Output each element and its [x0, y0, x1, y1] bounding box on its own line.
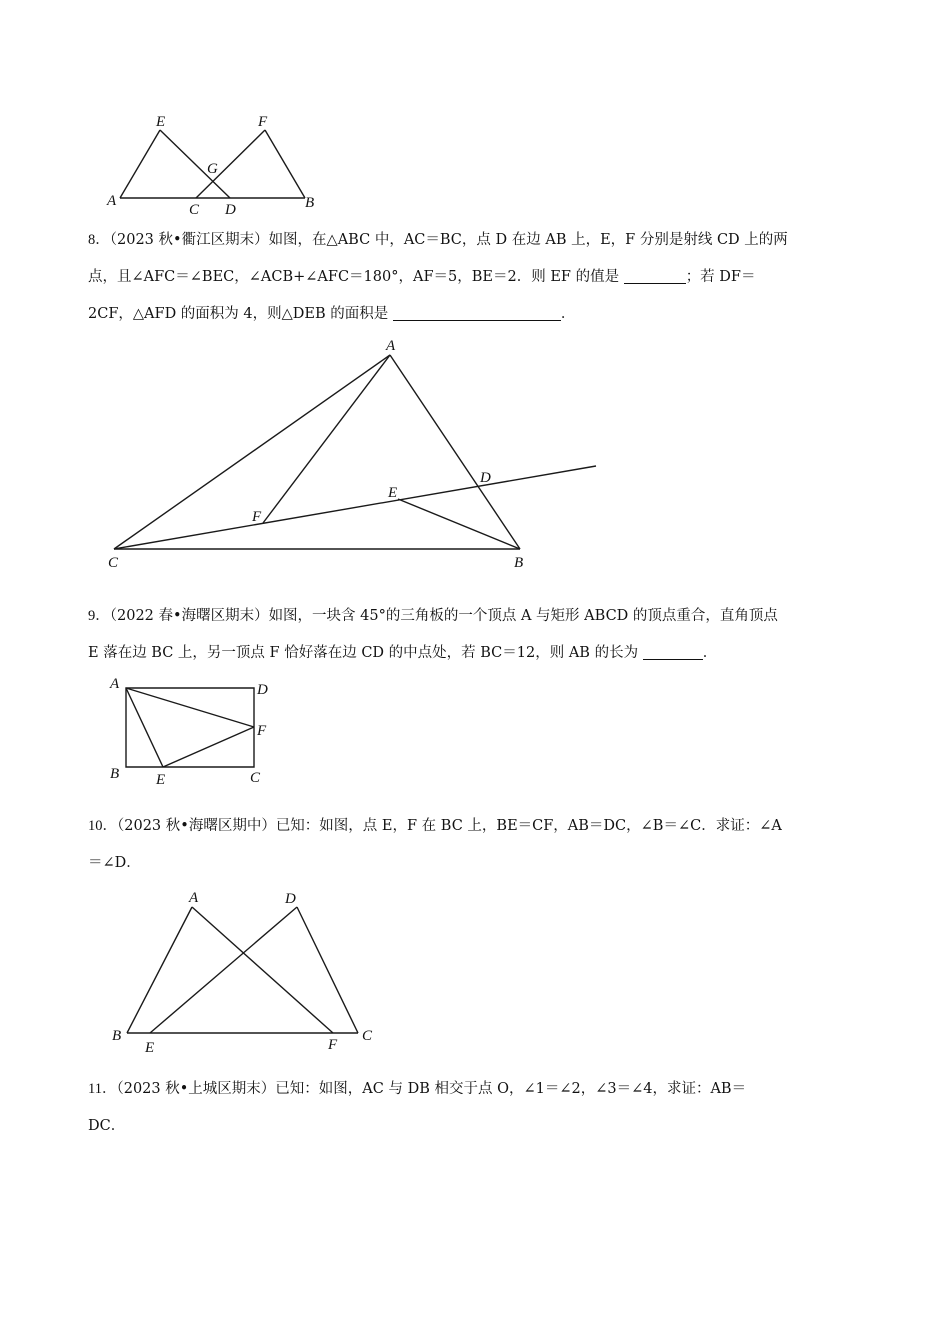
figure-9-svg	[100, 672, 280, 788]
label-A: A	[386, 338, 396, 354]
label-B: B	[110, 766, 120, 782]
label-A: A	[107, 193, 117, 209]
label-E: E	[145, 1040, 155, 1056]
problem-9-text-line2: E 落在边 BC 上，另一顶点 F 恰好落在边 CD 的中点处，若 BC＝12，则 AB 的长为	[88, 645, 639, 661]
label-F: F	[257, 723, 267, 739]
segment-DC	[297, 907, 358, 1033]
problem-11	[88, 1071, 866, 1145]
answer-blank-ab[interactable]	[643, 643, 703, 660]
label-F: F	[328, 1037, 338, 1053]
problem-10-source: （2023 秋•海曙区期中）	[117, 818, 276, 834]
label-B: B	[112, 1028, 122, 1044]
problem-11-source: （2023 秋•上城区期末）	[116, 1081, 276, 1097]
problem-9-text-line1: 如图，一块含 45°的三角板的一个顶点 A 与矩形 ABCD 的顶点重合，直角顶点	[268, 608, 778, 624]
problem-8	[88, 222, 866, 333]
segment-EB	[398, 499, 520, 549]
problem-10-text-line2: ＝∠D．	[88, 855, 141, 871]
problem-8-text-line2-tail: ；若 DF＝	[685, 269, 756, 285]
label-C: C	[250, 770, 261, 786]
segment-AF	[126, 688, 254, 727]
label-F: F	[258, 114, 268, 130]
problem-11-number: 11．	[88, 1081, 117, 1097]
problem-8-text-line3: 2CF，△AFD 的面积为 4，则△DEB 的面积是	[88, 306, 389, 322]
problem-8-text-line1: 如图，在△ABC 中，AC＝BC，点 D 在边 AB 上，E，F 分别是射线 CD 上的两	[268, 232, 788, 248]
label-B: B	[305, 195, 315, 211]
problem-10-text-line1: 已知：如图，点 E，F 在 BC 上，BE＝CF，AB＝DC，∠B＝∠C．求证：∠A	[275, 818, 782, 834]
problem-8-source: （2023 秋•衢江区期末）	[109, 232, 269, 248]
label-C: C	[108, 555, 119, 571]
segment-FB	[265, 130, 305, 198]
problem-8-number: 8．	[88, 232, 110, 248]
label-G: G	[207, 161, 218, 177]
label-D: D	[257, 682, 268, 698]
segment-ED	[160, 130, 230, 198]
problem-9	[88, 598, 866, 672]
segment-EF	[163, 727, 254, 767]
segment-AF	[263, 355, 390, 523]
segment-AF	[192, 907, 333, 1033]
label-B: B	[514, 555, 524, 571]
segment-ED	[150, 907, 297, 1033]
problem-8-text-line2: 点，且∠AFC＝∠BEC，∠ACB+∠AFC＝180°，AF＝5，BE＝2．则 EF 的值是	[88, 269, 620, 285]
label-C: C	[189, 202, 200, 218]
problem-10	[88, 808, 866, 882]
label-E: E	[156, 114, 166, 130]
figure-problem-7	[100, 110, 330, 220]
label-D: D	[285, 891, 296, 907]
problem-11-text-line2: DC．	[88, 1118, 126, 1134]
problem-9-text-line2-tail: ．	[702, 645, 718, 661]
label-D: D	[225, 202, 236, 218]
label-E: E	[388, 485, 398, 501]
problem-9-number: 9．	[88, 608, 110, 624]
segment-BA	[127, 907, 192, 1033]
label-D: D	[480, 470, 491, 486]
problem-10-number: 10．	[88, 818, 117, 834]
segment-AE	[120, 130, 160, 198]
label-A: A	[110, 676, 120, 692]
figure-problem-10	[100, 885, 390, 1055]
problem-8-text-line3-tail: ．	[560, 306, 576, 322]
problem-11-text-line1: 已知：如图，AC 与 DB 相交于点 O，∠1＝∠2，∠3＝∠4，求证：AB＝	[275, 1081, 747, 1097]
ray-CD	[114, 466, 596, 549]
figure-problem-9	[100, 672, 280, 788]
segment-AE	[126, 688, 163, 767]
answer-blank-area-deb[interactable]	[393, 304, 561, 321]
problem-9-source: （2022 春•海曙区期末）	[109, 608, 269, 624]
figure-problem-8	[100, 330, 610, 580]
label-C: C	[362, 1028, 373, 1044]
segment-AB	[390, 355, 520, 549]
figure-10-svg	[100, 885, 390, 1055]
label-F: F	[252, 509, 262, 525]
figure-7-svg	[100, 110, 330, 220]
label-A: A	[189, 890, 199, 906]
label-E: E	[156, 772, 166, 788]
figure-8-svg	[100, 330, 610, 580]
answer-blank-ef[interactable]	[624, 267, 686, 284]
